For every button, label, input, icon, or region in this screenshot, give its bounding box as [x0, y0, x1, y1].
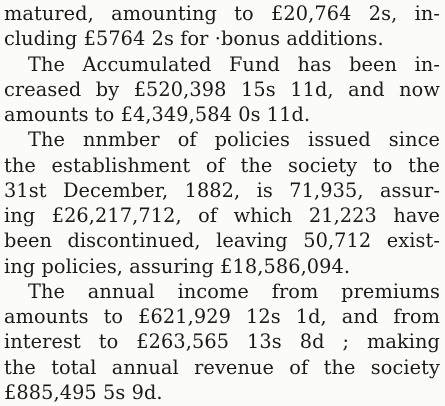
text-line: The annual income from premiums — [28, 279, 440, 303]
text-line: the total annual revenue of the society — [4, 355, 440, 379]
text-line: ing £26,217,712, of which 21,223 have — [4, 204, 440, 227]
text-line: amounts to £621,929 12s 1d, and from — [4, 305, 440, 328]
text-line: the establishment of the society to the — [4, 153, 440, 177]
text-line: The nnmber of policies issued since — [28, 128, 440, 152]
text-line: amounts to £4,349,584 0s 11d. — [4, 103, 311, 126]
text-line: creased by £520,398 15s 11d, and now — [4, 77, 440, 101]
text-line: The Accumulated Fund has been in- — [28, 52, 440, 76]
text-line: been discontinued, leaving 50,712 exist- — [4, 229, 440, 253]
text-line: ing policies, assuring £18,586,094. — [4, 254, 351, 278]
text-line: cluding £5764 2s for ·bonus additions. — [4, 27, 384, 51]
text-line: 31st December, 1882, is 71,935, assur- — [4, 178, 440, 202]
text-line: matured, amounting to £20,764 2s, in- — [4, 2, 440, 25]
text-line: £885,495 5s 9d. — [4, 380, 163, 404]
text-line: interest to £263,565 13s 8d ; making — [4, 330, 440, 354]
